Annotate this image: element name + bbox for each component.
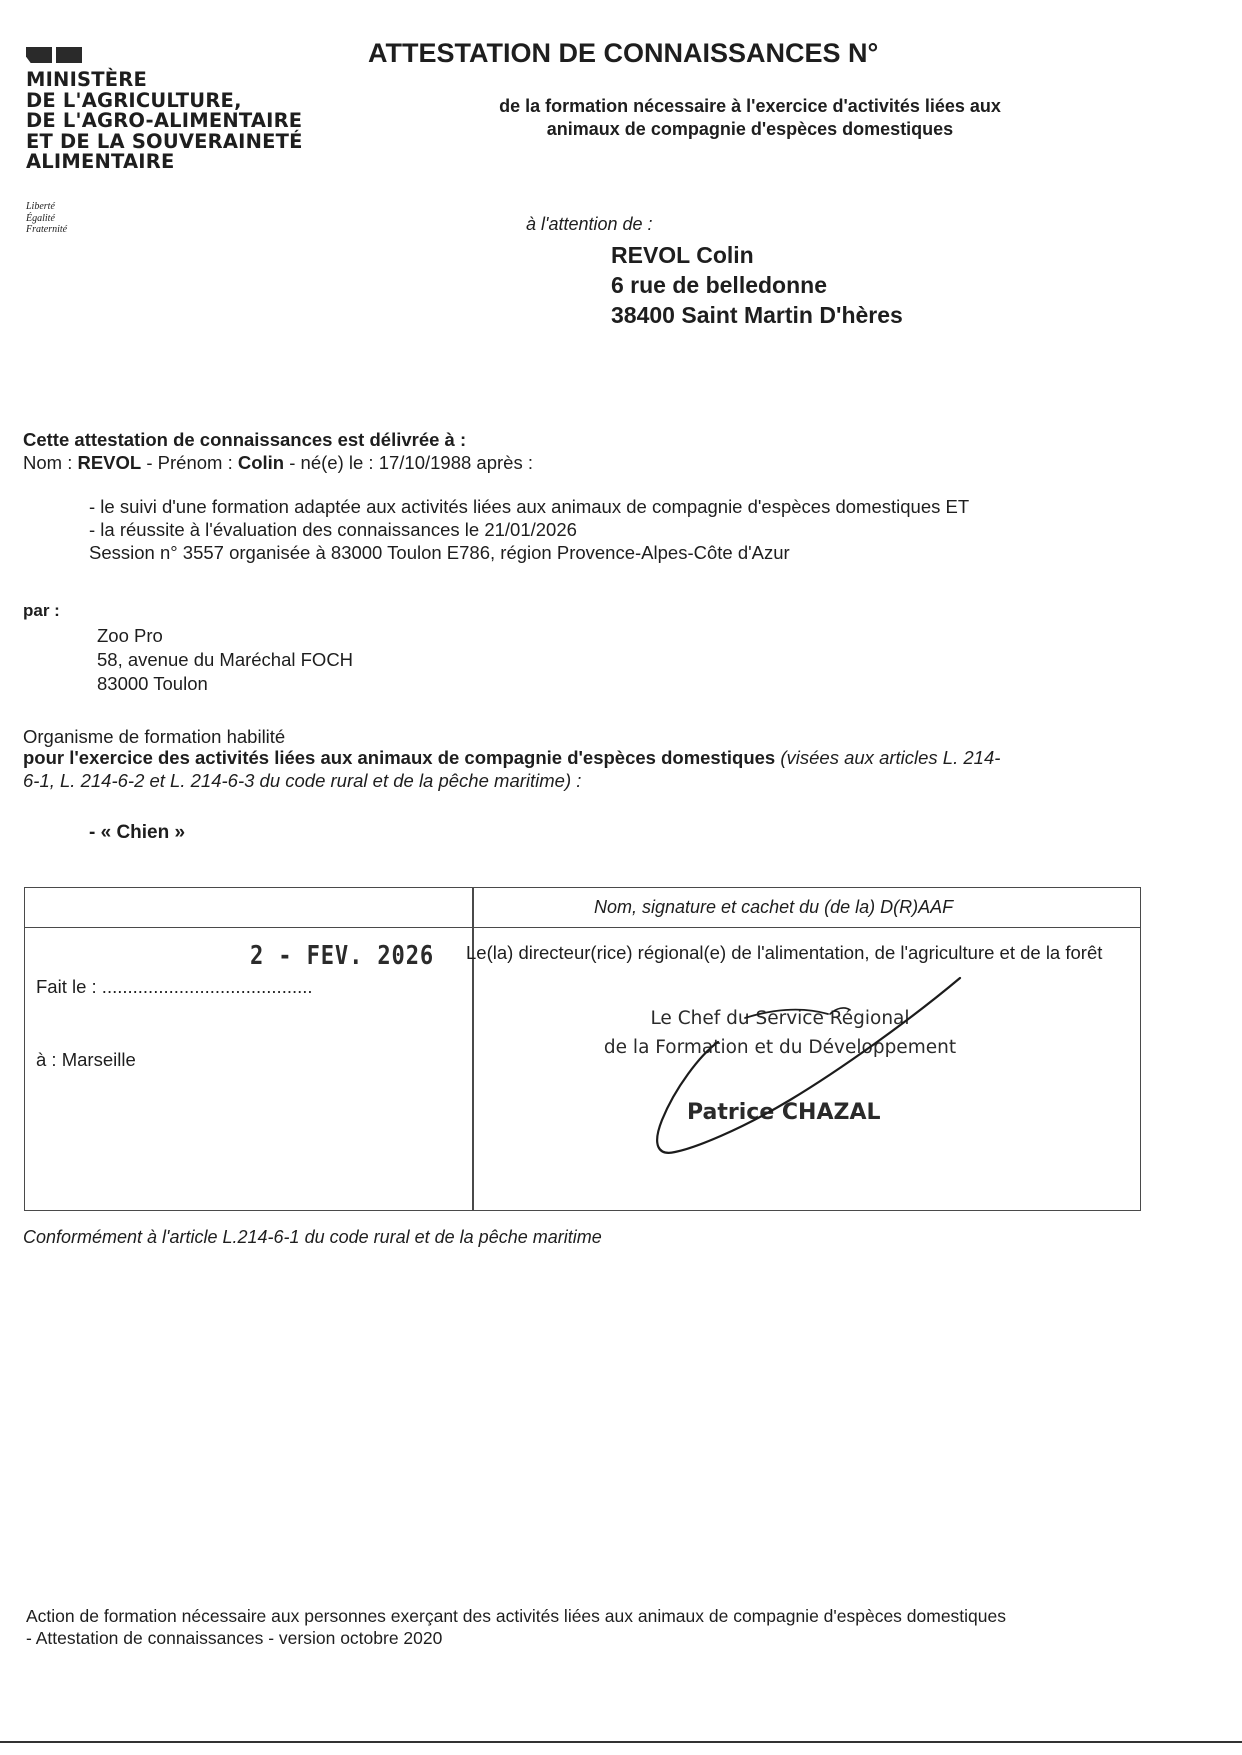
done-on-field: Fait le : .........................................: [36, 976, 313, 997]
signature-table-header: Nom, signature et cachet du (de la) D(R)AAF: [594, 897, 954, 917]
stamp-line: de la Formation et du Développement: [603, 1037, 957, 1058]
organization-street: 58, avenue du Maréchal FOCH: [97, 649, 354, 670]
subtitle-line: de la formation nécessaire à l'exercice d'activités liées aux: [499, 96, 1001, 116]
nom-label: Nom :: [23, 452, 78, 473]
document-footer: [26, 1605, 1206, 1649]
ministry-line: ALIMENTAIRE: [26, 150, 175, 173]
done-at-field: à : Marseille: [36, 1049, 136, 1070]
signature-table-header-row: [25, 888, 1140, 928]
holder-birth-date: 17/10/1988: [378, 452, 472, 473]
species-item: - « Chien »: [89, 822, 186, 843]
stamp-line: Le Chef du Service Régional: [650, 1008, 910, 1029]
holder-identity: [23, 452, 533, 474]
conditions-list: [89, 495, 969, 564]
motto-line: Fraternité: [26, 224, 68, 235]
footer-line: Action de formation nécessaire aux personnes exerçant des activités liées aux animaux de compagnie d'espèces domestiques: [26, 1606, 1007, 1626]
recipient-name: REVOL Colin: [611, 242, 754, 268]
subtitle-line: animaux de compagnie d'espèces domestiques: [546, 119, 954, 139]
director-title: Le(la) directeur(rice) régional(e) de l'alimentation, de l'agriculture et de la forêt: [466, 942, 1103, 963]
activity-reference-1: (visées aux articles L. 214-: [775, 747, 1001, 768]
ministry-line: MINISTÈRE: [26, 68, 148, 91]
activity-reference-2: 6-1, L. 214-6-2 et L. 214-6-3 du code rural et de la pêche maritime) :: [23, 770, 582, 791]
republic-logo: [26, 47, 86, 63]
document-subtitle: [430, 95, 1070, 141]
condition-item: - la réussite à l'évaluation des connaissances le 21/01/2026: [89, 519, 577, 540]
organization-address: [97, 624, 353, 696]
ministry-line: DE L'AGRO-ALIMENTAIRE: [26, 109, 303, 132]
organization-activity: [23, 746, 1138, 792]
ministry-name: [26, 70, 346, 173]
conformity-note: Conformément à l'article L.214-6-1 du code rural et de la pêche maritime: [23, 1227, 602, 1247]
marianne-right-block: [56, 47, 82, 63]
organization-city: 83000 Toulon: [97, 673, 208, 694]
organization-intro: Organisme de formation habilité: [23, 726, 286, 747]
recipient-address: [611, 240, 903, 330]
document-title: ATTESTATION DE CONNAISSANCES N°: [368, 38, 879, 68]
activity-scope: pour l'exercice des activités liées aux animaux de compagnie d'espèces domestiques: [23, 747, 776, 768]
session-info: Session n° 3557 organisée à 83000 Toulon E786, région Provence-Alpes-Côte d'Azur: [89, 542, 790, 563]
prenom-label: - Prénom :: [141, 452, 238, 473]
recipient-street: 6 rue de belledonne: [611, 272, 827, 298]
ministry-line: DE L'AGRICULTURE,: [26, 88, 242, 112]
footer-line: - Attestation de connaissances - version octobre 2020: [26, 1628, 443, 1648]
motto-line: Liberté: [26, 201, 55, 212]
bottom-rule: [0, 1741, 1242, 1743]
holder-last-name: REVOL: [77, 452, 142, 473]
date-stamp: 2 - FEV. 2026: [250, 941, 435, 971]
marianne-left-block: [26, 47, 52, 63]
recipient-city: 38400 Saint Martin D'hères: [611, 302, 903, 328]
table-divider: [472, 888, 474, 1210]
holder-first-name: Colin: [237, 452, 285, 473]
signatory-name: Patrice CHAZAL: [687, 1100, 881, 1125]
attention-label: à l'attention de :: [526, 214, 653, 234]
condition-item: - le suivi d'une formation adaptée aux activités liées aux animaux de compagnie d'espèces domestiques ET: [89, 496, 970, 517]
republic-motto: [26, 201, 67, 236]
birth-label: - né(e) le :: [284, 452, 379, 473]
ministry-line: ET DE LA SOUVERAINETÉ: [26, 129, 303, 153]
after-label: après :: [471, 452, 533, 473]
par-label: par :: [23, 601, 60, 620]
delivery-intro: Cette attestation de connaissances est délivrée à :: [23, 429, 467, 450]
motto-line: Égalité: [26, 212, 55, 224]
handwritten-signature: [640, 970, 970, 1170]
organization-name: Zoo Pro: [97, 625, 163, 646]
